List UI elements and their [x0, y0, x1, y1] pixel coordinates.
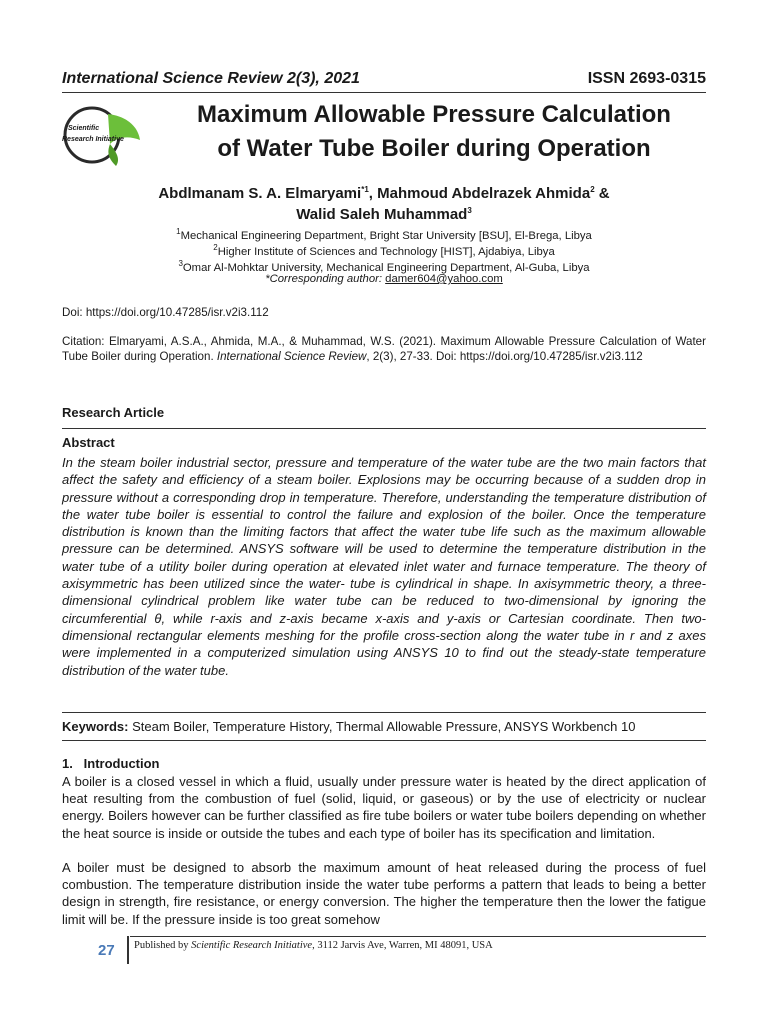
keywords-text: Steam Boiler, Temperature History, Thermal Allowable Pressure, ANSYS Workbench 10 [128, 719, 636, 734]
doi-line: Doi: https://doi.org/10.47285/isr.v2i3.112 [62, 306, 269, 319]
footer-address: , 3112 Jarvis Ave, Warren, MI 48091, USA [312, 940, 493, 951]
citation-prefix: Citation: Elmaryami, A.S.A., Ahmida, M.A., & Muhammad, W.S. (2021). Maximum Allowable Pressure Calculation of Water Tube Boiler during Operation. [62, 335, 706, 363]
author-3-sup: 3 [467, 206, 472, 215]
corresponding-author [62, 272, 706, 288]
author-2: , Mahmoud Abdelrazek Ahmida [368, 185, 591, 202]
citation [62, 334, 706, 364]
logo-text-line2: Research Initiative [62, 136, 124, 143]
journal-logo [60, 100, 144, 170]
header-rule [62, 92, 706, 93]
paper-title-line1: Maximum Allowable Pressure Calculation [197, 101, 671, 128]
journal-name: International Science Review 2(3), 2021 [62, 70, 360, 87]
author-ampersand: & [594, 185, 610, 202]
article-type-rule [62, 428, 706, 429]
issn: ISSN 2693-0315 [587, 70, 706, 87]
affiliation-3-text: Omar Al-Mohktar University, Mechanical Engineering Department, Al-Guba, Libya [182, 261, 590, 274]
article-type: Research Article [62, 405, 165, 420]
abstract-rule [62, 712, 706, 713]
corresponding-label: *Corresponding author: [265, 273, 386, 285]
author-1-sup: *1 [361, 185, 369, 194]
authors-line2 [62, 201, 706, 225]
author-2-sup: 2 [590, 185, 595, 194]
footer-publisher [134, 940, 493, 951]
logo-graphic [60, 100, 144, 170]
paper-title-line2: of Water Tube Boiler during Operation [217, 135, 651, 162]
footer-publisher-name: Scientific Research Initiative [191, 940, 313, 951]
keywords-rule [62, 740, 706, 741]
affiliation-1-text: Mechanical Engineering Department, Bright Star University [BSU], El-Brega, Libya [180, 229, 592, 242]
affiliation-2-sup: 2 [213, 243, 218, 252]
introduction-paragraph-2: A boiler must be designed to absorb the maximum amount of heat released during the process of fuel combustion. The temperature distribution inside the water tube performs a pattern that leads to being a better design in strength, fire resistance, or energy conversion. The higher the temperature then the lower the fatigue limit will be. If the pressure inside is too great somehow [62, 860, 706, 927]
affiliation-1-sup: 1 [176, 227, 181, 236]
affiliation-3-sup: 3 [178, 259, 183, 268]
author-1: Abdlmanam S. A. Elmaryami [158, 185, 362, 202]
corresponding-email-link[interactable]: damer604@yahoo.com [385, 273, 503, 285]
affiliation-2-text: Higher Institute of Sciences and Technology [HIST], Ajdabiya, Libya [217, 245, 555, 258]
keywords-label: Keywords: [62, 719, 129, 734]
abstract-heading: Abstract [62, 435, 115, 450]
introduction-paragraph-1: A boiler is a closed vessel in which a fluid, usually under pressure water is heated by the direct application of heat resulting from the combustion of fuel (solid, liquid, or gaseous) or by the use of electricity or nuclear energy. Boilers however can be further classified as fire tube boilers or water tube boilers depending on whether the heat source is inside or outside the tubes and each type of boiler has its specification and limitation. [62, 774, 706, 841]
citation-journal: International Science Review [216, 350, 367, 363]
footer-divider [127, 936, 129, 964]
author-3: Walid Saleh Muhammad [296, 206, 468, 223]
page-number: 27 [98, 942, 115, 959]
citation-suffix: , 2(3), 27-33. Doi: https://doi.org/10.47285/isr.v2i3.112 [366, 350, 643, 363]
introduction-heading: 1. Introduction [62, 756, 160, 771]
footer-rule [130, 936, 706, 937]
logo-text-line1: Scientific [68, 125, 100, 132]
footer-prefix: Published by [134, 940, 192, 951]
abstract-text: In the steam boiler industrial sector, pressure and temperature of the water tube are the two main factors that affect the safety and efficiency of a steam boiler. Explosions may be occurring because of a sudden drop in pressure without a corresponding drop in temperature. Therefore, understanding the temperature distribution of the water tube boiler is essential to control the failure and explosion of the boiler. Once the temperature distribution is known than the limiting factors that affect the water tube life such as the maximum allowable pressure can be determined. ANSYS software will be used to determine the temperature distribution in the water tube of a utility boiler during operation at elevated inlet water and furnace temperature. The theory of axisymmetric has been utilized since the water- tube is cylindrical in shape. In axisymmetric theory, a three-dimensional cylindrical problem like water tube can be reduced to two-dimensional by ignoring the circumferential θ, while r-axis and z-axis became x-axis and y-axis or Cartesian coordinate. Then two-dimensional rectangular elements meshing for the profile cross-section along the water tube in r and z axes were implemented in a computerized simulation using ANSYS 10 to find out the steady-state temperature distribution of the water tube. [62, 455, 706, 678]
keywords [62, 718, 712, 735]
